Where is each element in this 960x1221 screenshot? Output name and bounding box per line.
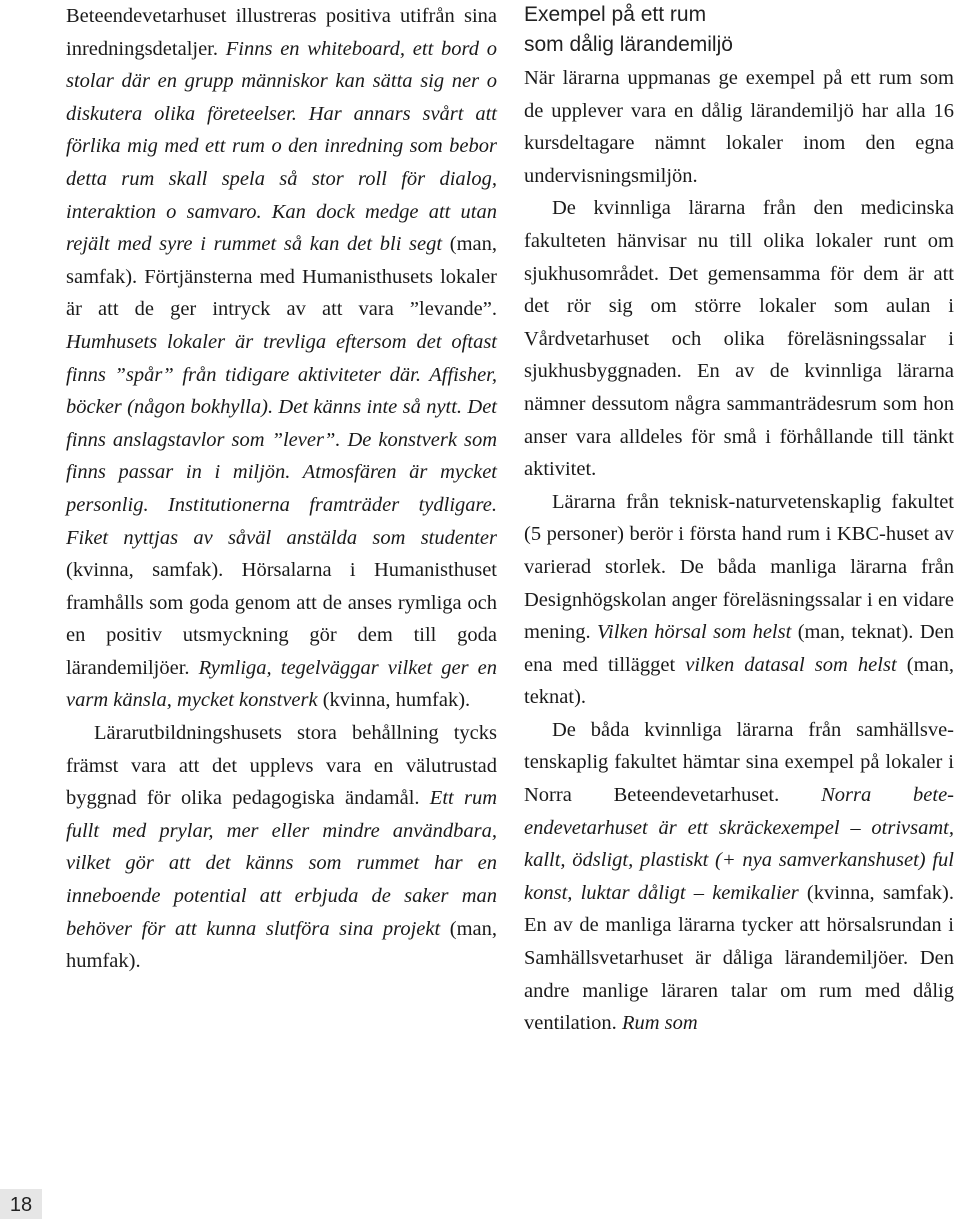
body-text: (man, humfak).	[66, 917, 497, 973]
quote-text: Ett rum fullt med prylar, mer eller mindre användbara, vilket gör att det känns som rummet har en inneboende potential att erbjuda de saker man behöver för att kunna slutföra sina projekt	[66, 787, 497, 940]
page-number: 18	[0, 1189, 42, 1219]
right-paragraph-1	[524, 62, 954, 192]
quote-text: Finns en whiteboard, ett bord o stolar där en grupp människor kan sätta sig ner o diskutera olika företeelser. Har annars svårt att förlika mig med ett rum o den inredning som bebor detta rum skall spela så stor roll för dialog, interaktion o samvaro. Kan dock medge att utan rejält med syre i rummet så kan det bli segt	[66, 37, 497, 256]
body-text: De båda kvinnliga lärarna från samhällsvetenskaplig fakultet hämtar sina exempel på lokaler i Norra Beteendevetarhuset.	[524, 718, 954, 807]
quote-text: Rymliga, tegelväggar vilket ger en varm känsla, mycket konstverk	[66, 656, 497, 712]
quote-text: vilken datasal som helst	[685, 653, 897, 676]
left-paragraph-1	[66, 0, 497, 717]
right-paragraph-3	[524, 486, 954, 714]
body-text: (man, teknat).	[524, 653, 954, 709]
section-heading-line-1: Exempel på ett rum	[524, 3, 707, 26]
right-column	[524, 0, 954, 1040]
body-text: (man, samfak). Förtjänsterna med Humanisthusets lokaler är att de ger intryck av att vara ”levande”.	[66, 233, 498, 321]
left-paragraph-2	[66, 717, 497, 978]
right-paragraph-2	[524, 192, 954, 485]
left-column	[66, 0, 497, 978]
body-text: Lärarutbildningshusets stora behållning tycks främst vara att det upplevs vara en välutrustad byggnad för olika pedagogiska ändamål.	[66, 722, 497, 810]
body-text: Beteendevetarhuset illustreras positiva utifrån sina inredningsdetaljer.	[66, 5, 497, 60]
body-text: Lärarna från teknisk-naturvetenskaplig fakultet (5 personer) berör i första hand rum i KBC-huset av varierad storlek. De båda manliga lärarna från Designhögskolan anger föreläsningssalar i en vidare mening.	[524, 490, 954, 644]
section-heading-line-2: som dålig lärandemiljö	[524, 33, 733, 56]
body-text: (man, teknat). Den ena med tillägget	[524, 621, 954, 676]
section-heading	[524, 0, 954, 60]
quote-text: Rum som	[621, 1012, 698, 1035]
body-text: (kvinna, humfak).	[317, 689, 471, 712]
quote-text: Vilken hörsal som helst	[597, 621, 792, 644]
quote-text: Humhusets lokaler är trevliga eftersom det oftast finns ”spår” från tidigare aktiviteter där. Affisher, böcker (någon bokhylla). Det känns inte så nytt. Det finns anslagstavlor som ”lever”. De konstverk som finns passar in i miljön. Atmosfären är mycket personlig. Institutionerna framträder tydligare. Fiket nyttjas av såväl anstälda som studenter	[66, 330, 497, 549]
body-text: De kvinnliga lärarna från den medicinska fakulteten hänvisar nu till olika lokaler runt om sjukhusområdet. Det gemensamma för dem är att det rör sig om större lokaler som aulan i Vårdvetarhuset och olika föreläsningssalar i sjukhusbyggnaden. En av de kvinnliga lärarna nämner dessutom några sammanträdesrum som hon anser vara alldeles för små i förhållande till tänkt aktivitet.	[524, 197, 954, 481]
body-text: (kvinna, samfak). En av de manliga lärarna tycker att hörsalsrundan i Samhällsvetarhuset är dåliga lärandemiljöer. Den andre manlige läraren talar om rum med dålig ventilation.	[524, 881, 954, 1035]
quote-text: Norra beteendevetarhuset är ett skräckexempel – otrivsamt, kallt, ödsligt, plastiskt (+ nya samverkanshuset) ful konst, luktar dåligt – kemikalier	[524, 784, 954, 904]
body-text: (kvinna, samfak). Hörsalarna i Humanisthuset framhålls som goda genom att de anses rymliga och en positiv utsmyckning gör dem till goda lärandemiljöer.	[66, 559, 497, 679]
right-paragraph-4	[524, 714, 954, 1040]
body-text: När lärarna uppmanas ge exempel på ett rum som de upplever vara en dålig lärandemiljö har alla 16 kursdeltagare nämnt lokaler inom den egna undervisningsmiljön.	[524, 67, 954, 187]
